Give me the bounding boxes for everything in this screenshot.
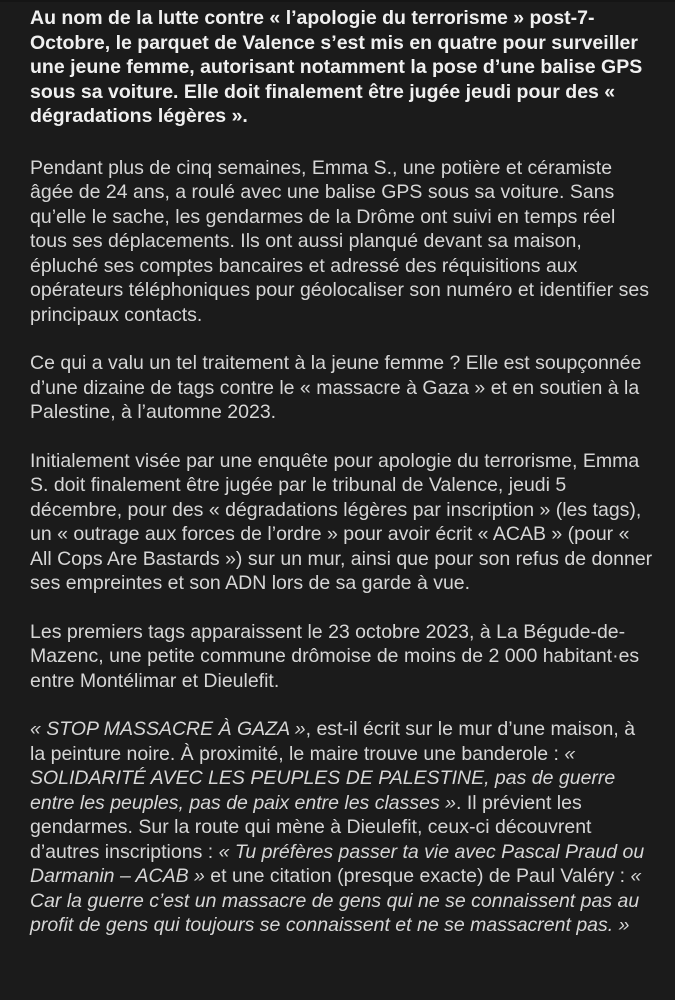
article-paragraph-4: Les premiers tags apparaissent le 23 octobre 2023, à La Bégude-de-Mazenc, une petite commune drômoise de moins de 2 000 habitant·es entre Montélimar et Dieulefit. [30, 620, 640, 692]
quote-paul-valery: « Car la guerre c’est un massacre de gens qui ne se connaissent pas au profit de gens qui toujours se connaissent et ne se massacrent pas. » [30, 865, 642, 936]
article-paragraph-3: Initialement visée par une enquête pour apologie du terrorisme, Emma S. doit finalement être jugée par le tribunal de Valence, jeudi 5 décembre, pour des « dégradations légères par inscription » (les tags), un « outrage aux forces de l’ordre » pour avoir écrit « ACAB » (pour « All Cops Are Bastards ») sur un mur, ainsi que pour son refus de donner ses empreintes et son ADN lors de sa garde à vue. [30, 449, 653, 594]
quote-stop-massacre: « STOP MASSACRE À GAZA » [30, 718, 306, 740]
article-lead: Au nom de la lutte contre « l’apologie du terrorisme » post-7-Octobre, le parquet de Valence s’est mis en quatre pour surveiller une jeune femme, autorisant notamment la pose d’une balise GPS sous sa voiture. Elle doit finalement être jugée jeudi pour des « dégradations légères ». [30, 7, 643, 127]
article-body [30, 6, 655, 962]
article-paragraph-2: Ce qui a valu un tel traitement à la jeune femme ? Elle est soupçonnée d’une dizaine de tags contre le « massacre à Gaza » et en soutien à la Palestine, à l’automne 2023. [30, 352, 642, 423]
paragraph-5-text-1: , est-il écrit sur le mur d’une maison, à la peinture noire. À proximité, le maire trouve une banderole : [30, 718, 636, 765]
quote-inscription: « Tu préfères passer ta vie avec Pascal Praud ou Darmanin – ACAB » [30, 840, 645, 887]
quote-banderole: « SOLIDARITÉ AVEC LES PEUPLES DE PALESTINE, pas de guerre entre les peuples, pas de paix entre les classes » [30, 742, 616, 814]
article-paragraph-5 [30, 717, 655, 938]
paragraph-5-text-3: et une citation (presque exacte) de Paul Valéry : [204, 865, 631, 887]
top-edge [0, 0, 675, 2]
article-paragraph-1: Pendant plus de cinq semaines, Emma S., une potière et céramiste âgée de 24 ans, a roulé avec une balise GPS sous sa voiture. Sans qu’elle le sache, les gendarmes de la Drôme ont suivi en temps réel tous ses déplacements. Ils ont aussi planqué devant sa maison, épluché ses comptes bancaires et adressé des réquisitions aux opérateurs téléphoniques pour géolocaliser son numéro et identifier ses principaux contacts. [30, 156, 649, 326]
paragraph-5-text-2: . Il prévient les gendarmes. Sur la route qui mène à Dieulefit, ceux-ci découvrent d’autres inscriptions : [30, 791, 592, 863]
